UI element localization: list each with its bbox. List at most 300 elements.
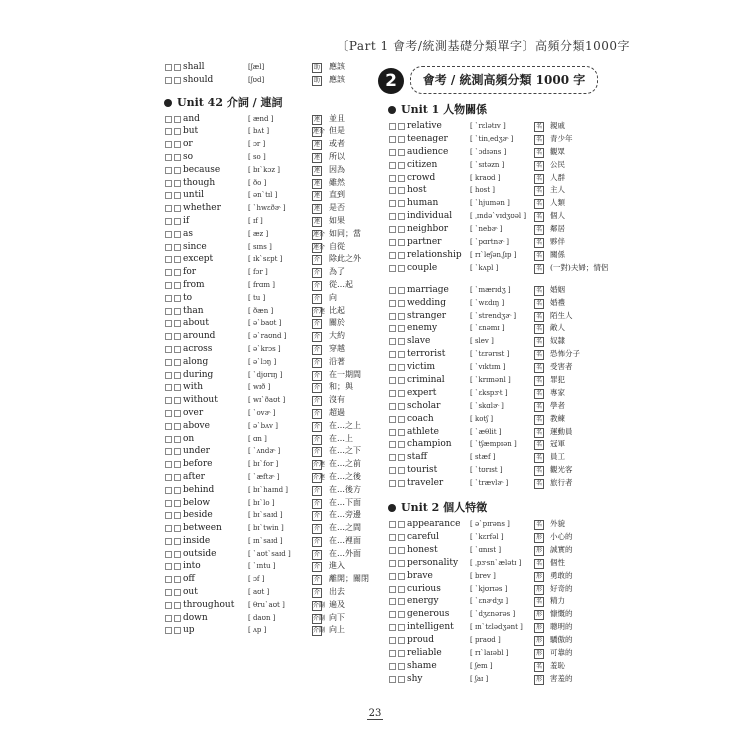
checkbox-icon[interactable] xyxy=(389,586,396,593)
checkbox-icon[interactable] xyxy=(174,500,181,507)
checkbox-icon[interactable] xyxy=(398,377,405,384)
checkbox-pair[interactable] xyxy=(389,136,403,142)
checkbox-icon[interactable] xyxy=(389,676,396,683)
checkbox-pair[interactable] xyxy=(165,218,179,224)
checkbox-icon[interactable] xyxy=(174,218,181,225)
checkbox-pair[interactable] xyxy=(165,346,179,352)
checkbox-icon[interactable] xyxy=(165,487,172,494)
checkbox-icon[interactable] xyxy=(165,320,172,327)
checkbox-icon[interactable] xyxy=(398,650,405,657)
checkbox-icon[interactable] xyxy=(165,167,172,174)
checkbox-pair[interactable] xyxy=(389,573,403,579)
checkbox-pair[interactable] xyxy=(165,180,179,186)
checkbox-icon[interactable] xyxy=(165,180,172,187)
checkbox-icon[interactable] xyxy=(389,416,396,423)
vocab-phonetic: [ ʃaɪ ] xyxy=(470,674,489,683)
checkbox-icon[interactable] xyxy=(165,551,172,558)
checkbox-icon[interactable] xyxy=(165,512,172,519)
checkbox-pair[interactable] xyxy=(389,265,403,271)
checkbox-pair[interactable] xyxy=(389,313,403,319)
checkbox-icon[interactable] xyxy=(165,384,172,391)
checkbox-pair[interactable] xyxy=(165,474,179,480)
checkbox-icon[interactable] xyxy=(389,162,396,169)
checkbox-pair[interactable] xyxy=(165,282,179,288)
checkbox-icon[interactable] xyxy=(398,416,405,423)
checkbox-icon[interactable] xyxy=(398,573,405,580)
checkbox-pair[interactable] xyxy=(389,351,403,357)
checkbox-icon[interactable] xyxy=(174,423,181,430)
checkbox-icon[interactable] xyxy=(165,615,172,622)
checkbox-icon[interactable] xyxy=(398,313,405,320)
checkbox-pair[interactable] xyxy=(165,295,179,301)
checkbox-icon[interactable] xyxy=(165,128,172,135)
checkbox-icon[interactable] xyxy=(174,627,181,634)
checkbox-icon[interactable] xyxy=(174,410,181,417)
checkbox-icon[interactable] xyxy=(398,480,405,487)
checkbox-icon[interactable] xyxy=(389,663,396,670)
checkbox-icon[interactable] xyxy=(398,187,405,194)
checkbox-icon[interactable] xyxy=(165,231,172,238)
checkbox-icon[interactable] xyxy=(174,359,181,366)
checkbox-icon[interactable] xyxy=(398,300,405,307)
checkbox-pair[interactable] xyxy=(389,650,403,656)
checkbox-pair[interactable] xyxy=(389,149,403,155)
checkbox-icon[interactable] xyxy=(389,364,396,371)
checkbox-pair[interactable] xyxy=(165,333,179,339)
vocab-phonetic: [ ɔf ] xyxy=(248,575,265,584)
checkbox-icon[interactable] xyxy=(174,551,181,558)
checkbox-icon[interactable] xyxy=(389,239,396,246)
checkbox-pair[interactable] xyxy=(165,410,179,416)
checkbox-icon[interactable] xyxy=(174,525,181,532)
checkbox-icon[interactable] xyxy=(165,576,172,583)
checkbox-icon[interactable] xyxy=(165,538,172,545)
checkbox-pair[interactable] xyxy=(165,436,179,442)
checkbox-icon[interactable] xyxy=(398,239,405,246)
checkbox-icon[interactable] xyxy=(174,295,181,302)
checkbox-icon[interactable] xyxy=(165,397,172,404)
checkbox-icon[interactable] xyxy=(389,573,396,580)
vocab-row xyxy=(164,113,374,126)
part-of-speech-tag: 形 xyxy=(535,533,542,541)
checkbox-pair[interactable] xyxy=(165,500,179,506)
checkbox-icon[interactable] xyxy=(174,512,181,519)
checkbox-pair[interactable] xyxy=(389,300,403,306)
checkbox-icon[interactable] xyxy=(398,676,405,683)
checkbox-icon[interactable] xyxy=(398,351,405,358)
checkbox-pair[interactable] xyxy=(389,480,403,486)
checkbox-icon[interactable] xyxy=(398,123,405,130)
checkbox-icon[interactable] xyxy=(389,175,396,182)
vocab-row xyxy=(164,624,374,637)
checkbox-pair[interactable] xyxy=(389,534,403,540)
part-of-speech-tag: 名 xyxy=(535,239,542,247)
vocab-row xyxy=(164,548,374,561)
checkbox-icon[interactable] xyxy=(398,611,405,618)
checkbox-pair[interactable] xyxy=(165,154,179,160)
checkbox-icon[interactable] xyxy=(398,252,405,259)
checkbox-icon[interactable] xyxy=(398,136,405,143)
checkbox-icon[interactable] xyxy=(174,269,181,276)
checkbox-icon[interactable] xyxy=(398,162,405,169)
checkbox-icon[interactable] xyxy=(165,333,172,340)
checkbox-pair[interactable] xyxy=(389,364,403,370)
checkbox-icon[interactable] xyxy=(389,650,396,657)
checkbox-icon[interactable] xyxy=(398,364,405,371)
vocab-row xyxy=(388,660,598,673)
checkbox-icon[interactable] xyxy=(389,200,396,207)
checkbox-pair[interactable] xyxy=(165,589,179,595)
checkbox-icon[interactable] xyxy=(389,313,396,320)
checkbox-icon[interactable] xyxy=(389,441,396,448)
checkbox-pair[interactable] xyxy=(165,308,179,314)
vocab-word: about xyxy=(183,318,209,329)
checkbox-icon[interactable] xyxy=(174,397,181,404)
checkbox-icon[interactable] xyxy=(165,256,172,263)
checkbox-pair[interactable] xyxy=(165,205,179,211)
checkbox-icon[interactable] xyxy=(174,615,181,622)
checkbox-icon[interactable] xyxy=(398,226,405,233)
checkbox-pair[interactable] xyxy=(165,256,179,262)
checkbox-icon[interactable] xyxy=(174,141,181,148)
checkbox-icon[interactable] xyxy=(165,410,172,417)
checkbox-icon[interactable] xyxy=(174,474,181,481)
checkbox-icon[interactable] xyxy=(174,346,181,353)
vocab-row xyxy=(388,531,598,544)
checkbox-icon[interactable] xyxy=(389,149,396,156)
checkbox-icon[interactable] xyxy=(389,123,396,130)
checkbox-icon[interactable] xyxy=(174,282,181,289)
checkbox-icon[interactable] xyxy=(398,325,405,332)
checkbox-icon[interactable] xyxy=(389,252,396,259)
checkbox-icon[interactable] xyxy=(165,116,172,123)
vocab-row xyxy=(164,573,374,586)
checkbox-pair[interactable] xyxy=(389,390,403,396)
vocab-row xyxy=(388,310,598,323)
checkbox-icon[interactable] xyxy=(398,338,405,345)
checkbox-pair[interactable] xyxy=(389,663,403,669)
checkbox-icon[interactable] xyxy=(398,265,405,272)
vocab-phonetic: [ ˋtinˌedʒɚ ] xyxy=(470,134,514,143)
part-of-speech-tag: 連 xyxy=(313,192,320,200)
vocab-word: across xyxy=(183,343,213,354)
checkbox-pair[interactable] xyxy=(165,551,179,557)
checkbox-icon[interactable] xyxy=(389,547,396,554)
checkbox-icon[interactable] xyxy=(174,448,181,455)
vocab-meaning: 親戚 xyxy=(550,121,565,130)
checkbox-icon[interactable] xyxy=(389,300,396,307)
checkbox-icon[interactable] xyxy=(165,282,172,289)
vocab-meaning: 遍及 xyxy=(329,599,345,609)
checkbox-pair[interactable] xyxy=(389,123,403,129)
checkbox-pair[interactable] xyxy=(389,226,403,232)
checkbox-pair[interactable] xyxy=(389,252,403,258)
checkbox-icon[interactable] xyxy=(165,141,172,148)
checkbox-icon[interactable] xyxy=(398,390,405,397)
checkbox-icon[interactable] xyxy=(389,403,396,410)
checkbox-icon[interactable] xyxy=(165,154,172,161)
checkbox-icon[interactable] xyxy=(389,213,396,220)
checkbox-pair[interactable] xyxy=(389,287,403,293)
checkbox-pair[interactable] xyxy=(165,512,179,518)
part-of-speech-tag: 介 xyxy=(313,448,320,456)
checkbox-icon[interactable] xyxy=(165,192,172,199)
checkbox-icon[interactable] xyxy=(174,602,181,609)
checkbox-pair[interactable] xyxy=(389,416,403,422)
checkbox-icon[interactable] xyxy=(174,256,181,263)
checkbox-pair[interactable] xyxy=(165,423,179,429)
checkbox-icon[interactable] xyxy=(165,359,172,366)
checkbox-icon[interactable] xyxy=(165,525,172,532)
checkbox-icon[interactable] xyxy=(389,265,396,272)
checkbox-icon[interactable] xyxy=(165,423,172,430)
checkbox-icon[interactable] xyxy=(398,586,405,593)
checkbox-pair[interactable] xyxy=(389,560,403,566)
checkbox-icon[interactable] xyxy=(398,403,405,410)
vocab-phonetic: [ ˋsɪtəzn ] xyxy=(470,160,505,169)
checkbox-pair[interactable] xyxy=(389,175,403,181)
checkbox-pair[interactable] xyxy=(389,624,403,630)
vocab-meaning: 是否 xyxy=(329,203,345,213)
vocab-row xyxy=(388,557,598,570)
checkbox-icon[interactable] xyxy=(398,624,405,631)
checkbox-icon[interactable] xyxy=(174,563,181,570)
checkbox-icon[interactable] xyxy=(389,534,396,541)
checkbox-icon[interactable] xyxy=(174,231,181,238)
checkbox-icon[interactable] xyxy=(165,295,172,302)
vocab-row xyxy=(164,458,374,471)
checkbox-pair[interactable] xyxy=(165,397,179,403)
vocab-meaning: (一對)夫婦；情侶 xyxy=(550,262,609,272)
checkbox-pair[interactable] xyxy=(389,325,403,331)
vocab-phonetic: [ wɪð ] xyxy=(248,383,271,392)
checkbox-icon[interactable] xyxy=(165,218,172,225)
checkbox-icon[interactable] xyxy=(174,372,181,379)
checkbox-icon[interactable] xyxy=(174,128,181,135)
section-banner xyxy=(378,66,600,94)
checkbox-pair[interactable] xyxy=(165,372,179,378)
checkbox-icon[interactable] xyxy=(174,576,181,583)
checkbox-icon[interactable] xyxy=(165,308,172,315)
checkbox-pair[interactable] xyxy=(165,141,179,147)
checkbox-pair[interactable] xyxy=(165,244,179,250)
checkbox-pair[interactable] xyxy=(165,538,179,544)
part-of-speech-tag: 介 xyxy=(313,384,320,392)
checkbox-pair[interactable] xyxy=(389,441,403,447)
checkbox-icon[interactable] xyxy=(174,167,181,174)
checkbox-icon[interactable] xyxy=(174,308,181,315)
checkbox-icon[interactable] xyxy=(389,429,396,436)
checkbox-icon[interactable] xyxy=(174,192,181,199)
vocab-phonetic: [ ˋrɛlətɪv ] xyxy=(470,122,506,130)
vocab-phonetic: [ ˋovɚ ] xyxy=(248,408,276,417)
checkbox-icon[interactable] xyxy=(389,136,396,143)
checkbox-icon[interactable] xyxy=(174,180,181,187)
checkbox-pair[interactable] xyxy=(165,525,179,531)
checkbox-icon[interactable] xyxy=(174,487,181,494)
vocab-row xyxy=(388,544,598,557)
checkbox-icon[interactable] xyxy=(389,598,396,605)
part-of-speech-tag: 介 xyxy=(313,397,320,405)
checkbox-icon[interactable] xyxy=(165,563,172,570)
unit-1-heading xyxy=(388,100,598,120)
checkbox-pair[interactable] xyxy=(389,429,403,435)
checkbox-pair[interactable] xyxy=(389,598,403,604)
checkbox-icon[interactable] xyxy=(389,480,396,487)
checkbox-icon[interactable] xyxy=(389,287,396,294)
vocab-phonetic: [ ˋkʌpl ] xyxy=(470,263,499,272)
checkbox-pair[interactable] xyxy=(389,637,403,643)
vocab-word: throughout xyxy=(183,599,235,610)
checkbox-icon[interactable] xyxy=(165,461,172,468)
checkbox-icon[interactable] xyxy=(398,598,405,605)
checkbox-pair[interactable] xyxy=(389,521,403,527)
checkbox-pair[interactable] xyxy=(165,359,179,365)
checkbox-pair[interactable] xyxy=(165,128,179,134)
checkbox-icon[interactable] xyxy=(398,287,405,294)
checkbox-icon[interactable] xyxy=(165,448,172,455)
vocab-word: curious xyxy=(407,583,441,594)
checkbox-pair[interactable] xyxy=(389,200,403,206)
checkbox-icon[interactable] xyxy=(174,461,181,468)
checkbox-pair[interactable] xyxy=(165,563,179,569)
vocab-row xyxy=(164,330,374,343)
checkbox-pair[interactable] xyxy=(389,454,403,460)
checkbox-icon[interactable] xyxy=(398,441,405,448)
checkbox-pair[interactable] xyxy=(165,487,179,493)
checkbox-icon[interactable] xyxy=(389,624,396,631)
vocab-meaning: 外貌 xyxy=(550,519,565,529)
checkbox-icon[interactable] xyxy=(165,500,172,507)
checkbox-icon[interactable] xyxy=(174,589,181,596)
checkbox-icon[interactable] xyxy=(165,602,172,609)
checkbox-icon[interactable] xyxy=(389,560,396,567)
checkbox-pair[interactable] xyxy=(165,167,179,173)
vocab-meaning: 如同；當 xyxy=(329,228,361,238)
checkbox-icon[interactable] xyxy=(165,205,172,212)
checkbox-icon[interactable] xyxy=(389,611,396,618)
checkbox-icon[interactable] xyxy=(398,534,405,541)
checkbox-icon[interactable] xyxy=(165,436,172,443)
checkbox-icon[interactable] xyxy=(165,64,172,71)
checkbox-icon[interactable] xyxy=(165,474,172,481)
checkbox-pair[interactable] xyxy=(165,231,179,237)
checkbox-pair[interactable] xyxy=(165,320,179,326)
checkbox-pair[interactable] xyxy=(389,586,403,592)
checkbox-pair[interactable] xyxy=(165,461,179,467)
checkbox-pair[interactable] xyxy=(389,338,403,344)
checkbox-icon[interactable] xyxy=(165,77,172,84)
checkbox-icon[interactable] xyxy=(389,187,396,194)
checkbox-icon[interactable] xyxy=(398,429,405,436)
checkbox-icon[interactable] xyxy=(398,175,405,182)
checkbox-icon[interactable] xyxy=(165,244,172,251)
checkbox-icon[interactable] xyxy=(389,338,396,345)
vocab-word: before xyxy=(183,459,213,470)
checkbox-pair[interactable] xyxy=(165,192,179,198)
checkbox-icon[interactable] xyxy=(165,372,172,379)
checkbox-icon[interactable] xyxy=(398,521,405,528)
checkbox-icon[interactable] xyxy=(398,560,405,567)
checkbox-pair[interactable] xyxy=(165,77,179,83)
checkbox-icon[interactable] xyxy=(389,454,396,461)
vocab-row xyxy=(164,305,374,318)
checkbox-icon[interactable] xyxy=(389,325,396,332)
vocab-meaning: 或者 xyxy=(329,139,345,149)
checkbox-pair[interactable] xyxy=(389,162,403,168)
checkbox-icon[interactable] xyxy=(174,205,181,212)
checkbox-pair[interactable] xyxy=(165,602,179,608)
checkbox-icon[interactable] xyxy=(174,154,181,161)
vocab-phonetic: [ bɪˋkɔz ] xyxy=(248,165,280,174)
checkbox-pair[interactable] xyxy=(165,116,179,122)
vocab-phonetic: [ ˋskɑlɚ ] xyxy=(470,401,504,410)
checkbox-pair[interactable] xyxy=(389,403,403,409)
checkbox-icon[interactable] xyxy=(389,377,396,384)
checkbox-icon[interactable] xyxy=(165,627,172,634)
part-of-speech-tag: 助 xyxy=(313,76,320,84)
checkbox-icon[interactable] xyxy=(389,521,396,528)
checkbox-icon[interactable] xyxy=(389,467,396,474)
checkbox-icon[interactable] xyxy=(398,454,405,461)
checkbox-pair[interactable] xyxy=(389,187,403,193)
checkbox-pair[interactable] xyxy=(389,213,403,219)
checkbox-icon[interactable] xyxy=(174,77,181,84)
checkbox-icon[interactable] xyxy=(398,467,405,474)
checkbox-pair[interactable] xyxy=(389,611,403,617)
vocab-phonetic: [ bɪˋhaɪnd ] xyxy=(248,485,289,494)
checkbox-pair[interactable] xyxy=(165,448,179,454)
vocab-word: but xyxy=(183,126,199,137)
checkbox-pair[interactable] xyxy=(389,547,403,553)
checkbox-pair[interactable] xyxy=(165,627,179,633)
checkbox-icon[interactable] xyxy=(174,64,181,71)
checkbox-pair[interactable] xyxy=(165,615,179,621)
checkbox-icon[interactable] xyxy=(174,333,181,340)
checkbox-icon[interactable] xyxy=(174,436,181,443)
checkbox-icon[interactable] xyxy=(174,244,181,251)
checkbox-pair[interactable] xyxy=(165,576,179,582)
checkbox-icon[interactable] xyxy=(398,200,405,207)
checkbox-icon[interactable] xyxy=(389,637,396,644)
checkbox-pair[interactable] xyxy=(389,676,403,682)
checkbox-icon[interactable] xyxy=(165,346,172,353)
checkbox-icon[interactable] xyxy=(174,538,181,545)
checkbox-icon[interactable] xyxy=(389,226,396,233)
checkbox-icon[interactable] xyxy=(165,269,172,276)
checkbox-icon[interactable] xyxy=(174,116,181,123)
part-of-speech-tag: 名 xyxy=(535,454,542,462)
checkbox-icon[interactable] xyxy=(389,351,396,358)
checkbox-icon[interactable] xyxy=(398,149,405,156)
checkbox-pair[interactable] xyxy=(165,269,179,275)
checkbox-pair[interactable] xyxy=(165,384,179,390)
checkbox-pair[interactable] xyxy=(389,467,403,473)
checkbox-icon[interactable] xyxy=(174,320,181,327)
vocab-row xyxy=(388,387,598,400)
vocab-row xyxy=(388,284,598,297)
checkbox-icon[interactable] xyxy=(398,637,405,644)
checkbox-icon[interactable] xyxy=(389,390,396,397)
checkbox-pair[interactable] xyxy=(389,239,403,245)
checkbox-icon[interactable] xyxy=(165,589,172,596)
checkbox-pair[interactable] xyxy=(389,377,403,383)
checkbox-icon[interactable] xyxy=(398,663,405,670)
checkbox-pair[interactable] xyxy=(165,64,179,70)
checkbox-icon[interactable] xyxy=(174,384,181,391)
checkbox-icon[interactable] xyxy=(398,547,405,554)
checkbox-icon[interactable] xyxy=(398,213,405,220)
